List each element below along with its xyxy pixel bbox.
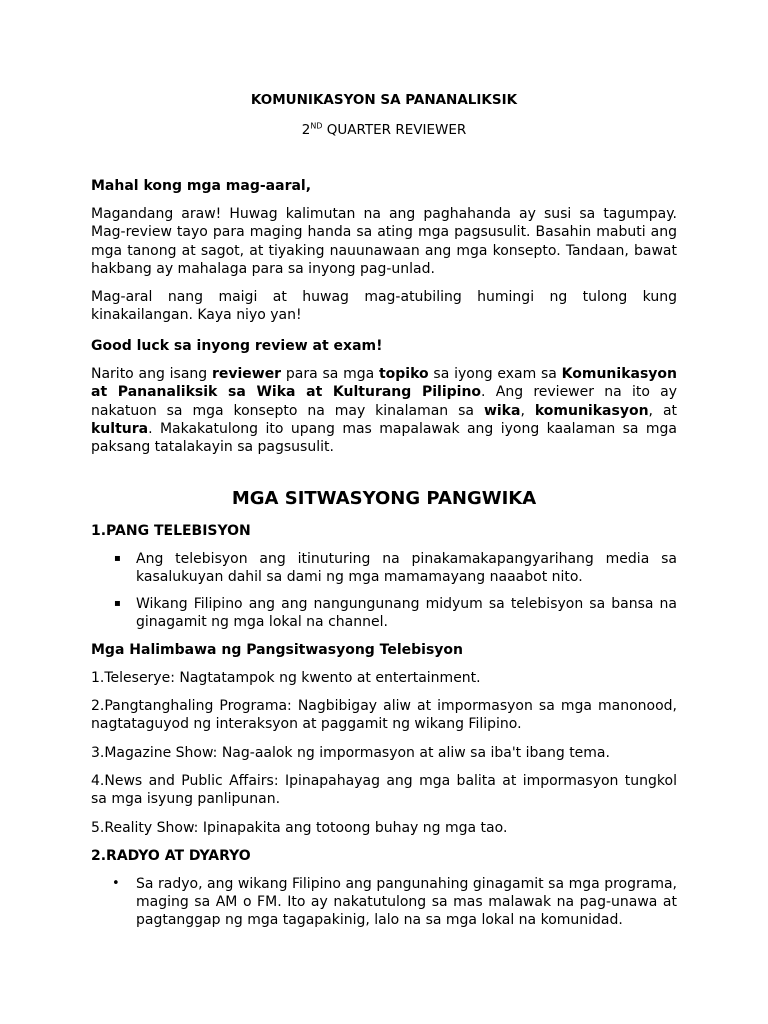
paragraph-intro-2: Mag-aral nang maigi at huwag mag-atubiling humingi ng tulong kung kinakailangan. Kaya niyo yan!: [91, 289, 677, 324]
intro-text: Narito ang isang: [91, 366, 212, 383]
examples-heading: Mga Halimbawa ng Pangsitwasyong Telebisyon: [91, 641, 464, 658]
list-item: [112, 875, 677, 930]
square-bullet-icon: ▪: [114, 598, 121, 610]
intro-bold: topiko: [378, 366, 429, 383]
list-item-text: Ang telebisyon ang itinuturing na pinakamakapangyarihang media sa kasalukuyan dahil sa dami ng mga mamamayang naaabot nito.: [136, 550, 677, 585]
example-item: 5.Reality Show: Ipinapakita ang totoong buhay ng mga tao.: [91, 819, 508, 836]
example-item: 3.Magazine Show: Nag-aalok ng impormasyon at aliw sa iba't ibang tema.: [91, 744, 610, 761]
subsection-heading-telebisyon: 1.PANG TELEBISYON: [91, 522, 251, 539]
intro-bold: Komunikasyon at Pananaliksik sa Wika at Kulturang Pilipino: [91, 366, 677, 401]
intro-text: , at: [648, 402, 678, 419]
intro-text: sa iyong exam sa: [428, 366, 562, 383]
paragraph-reviewer-intro: [91, 365, 677, 456]
section-title: MGA SITWASYONG PANGWIKA: [231, 487, 537, 509]
intro-bold: kultura: [91, 420, 149, 437]
document-subtitle: [91, 121, 677, 139]
document-title: KOMUNIKASYON SA PANANALIKSIK: [250, 92, 518, 108]
subtitle-text: QUARTER REVIEWER: [322, 122, 467, 138]
intro-bold: wika: [483, 402, 521, 419]
paragraph-intro-1: Magandang araw! Huwag kalimutan na ang paghahanda ay susi sa tagumpay. Mag-review tayo para maging handa sa ating mga pagsusulit. Basahin mabuti ang mga tanong at sagot, at tiyaking nauunawaan ang mga konsepto. Tandaan, bawat hakbang ay mahalaga para sa inyong pag-unlad.: [91, 206, 677, 277]
subtitle-superscript: ND: [310, 121, 323, 131]
example-item: 4.News and Public Affairs: Ipinapahayag ang mga balita at impormasyon tungkol sa mga isyung panlipunan.: [91, 772, 677, 808]
round-bullet-icon: •: [112, 875, 120, 891]
intro-text: para sa mga: [281, 366, 379, 383]
greeting: Mahal kong mga mag-aaral,: [91, 178, 312, 194]
list-item: [114, 595, 677, 632]
square-bullet-icon: ▪: [114, 552, 121, 564]
example-item: 2.Pangtanghaling Programa: Nagbibigay aliw at impormasyon sa mga manonood, nagtataguyod ng interaksyon at paggamit ng wikang Filipino.: [91, 698, 677, 733]
subsection-heading-radyo: 2.RADYO AT DYARYO: [91, 847, 251, 864]
intro-bold: komunikasyon: [534, 402, 649, 419]
intro-bold: reviewer: [211, 366, 282, 383]
bullet-list-radyo: [91, 875, 677, 930]
bullet-list-telebisyon: [91, 550, 677, 632]
goodluck-line: Good luck sa inyong review at exam!: [91, 337, 383, 354]
list-item-text: Wikang Filipino ang ang nangungunang midyum sa telebisyon sa bansa na ginagamit ng mga lokal na channel.: [136, 596, 677, 631]
intro-text: . Ang reviewer na ito ay nakatuon sa mga konsepto na may kinalaman sa: [91, 384, 678, 419]
list-item: [114, 550, 677, 587]
intro-text: ,: [520, 402, 535, 419]
list-item-text: Sa radyo, ang wikang Filipino ang pangunahing ginagamit sa mga programa, maging sa AM o FM. Ito ay nakatutulong sa mas malawak na pag-unawa at pagtanggap ng mga tagapakinig, lalo na sa mga lokal na komunidad.: [136, 875, 677, 929]
intro-text: . Makakatulong ito upang mas mapalawak ang iyong kaalaman sa mga paksang tatalakayin sa pagsusulit.: [91, 420, 677, 456]
subtitle-number: 2: [301, 122, 311, 138]
example-item: 1.Teleserye: Nagtatampok ng kwento at entertainment.: [91, 669, 481, 686]
